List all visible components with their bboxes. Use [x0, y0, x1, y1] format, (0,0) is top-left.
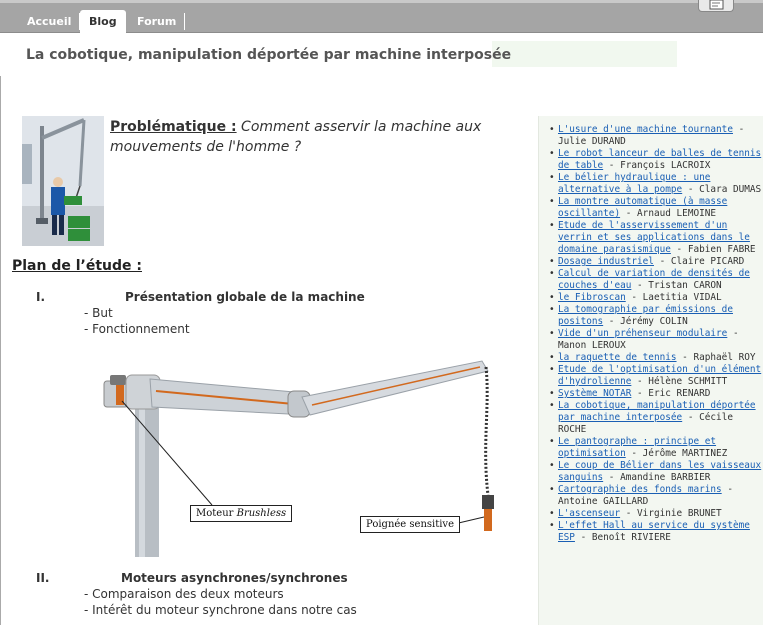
section-item: - Comparaison des deux moteurs [84, 587, 284, 601]
section-item: - But [84, 306, 113, 320]
title-bar [0, 33, 763, 76]
article-link[interactable]: L'ascenseur [558, 508, 621, 519]
article-author: - Arnaud LEMOINE [620, 208, 717, 219]
top-nav-bar [0, 0, 763, 33]
cobot-thumbnail-image [22, 116, 104, 246]
list-item [558, 460, 763, 484]
article-author: - Hélène SCHMITT [631, 376, 728, 387]
article-author: - Jérémy COLIN [603, 316, 688, 327]
article-link[interactable]: Le pantographe : principe et optimisation [558, 436, 717, 459]
list-item [558, 352, 763, 364]
section-number: II. [36, 571, 50, 585]
article-author: - Cécile ROCHE [558, 412, 733, 435]
callout-motor [190, 505, 292, 522]
article-author: - Julie DURAND [558, 124, 745, 147]
article-link[interactable]: Etude de l'optimisation d'un élément d'hydrolienne [558, 364, 762, 387]
edit-icon[interactable] [698, 0, 734, 12]
list-item [558, 388, 763, 400]
tab-accueil[interactable]: Accueil [18, 10, 80, 33]
section-title: Présentation globale de la machine [125, 290, 365, 304]
list-item [558, 196, 763, 220]
list-item [558, 484, 763, 508]
article-link[interactable]: L'effet Hall au service du système ESP [558, 520, 750, 543]
article-link[interactable]: Dosage industriel [558, 256, 654, 267]
article-link[interactable]: Le bélier hydraulique : une alternative à la pompe [558, 172, 711, 195]
list-item [558, 508, 763, 520]
left-border [0, 33, 1, 625]
article-author: - Eric RENARD [631, 388, 711, 399]
problem-label: Problématique : [110, 119, 237, 135]
related-articles-list [558, 124, 763, 544]
article-link[interactable]: Vide d'un préhenseur modulaire [558, 328, 728, 339]
article-link[interactable]: la raquette de tennis [558, 352, 677, 363]
callout-motor-prefix: Moteur [196, 508, 237, 519]
list-item [558, 256, 763, 268]
tab-blog[interactable]: Blog [80, 10, 126, 33]
page-title: La cobotique, manipulation déportée par machine interposée [26, 47, 512, 63]
article-link[interactable]: La montre automatique (à masse oscillante) [558, 196, 728, 219]
article-link[interactable]: L'usure d'une machine tournante [558, 124, 733, 135]
article-author: - Benoît RIVIERE [574, 532, 671, 543]
article-author: - Raphaël ROY [676, 352, 756, 363]
article-link[interactable]: Système NOTAR [558, 388, 632, 399]
list-item [558, 400, 763, 436]
article-link[interactable]: le Fibroscan [558, 292, 626, 303]
section-item: - Fonctionnement [84, 322, 190, 336]
list-item [558, 220, 763, 256]
article-author: - Jérôme MARTINEZ [625, 448, 728, 459]
article-link[interactable]: Calcul de variation de densités de couches d'eau [558, 268, 750, 291]
article-link[interactable]: Cartographie des fonds marins [558, 484, 722, 495]
section-title: Moteurs asynchrones/synchrones [121, 571, 348, 585]
list-item [558, 124, 763, 148]
title-highlight [492, 41, 677, 67]
list-item [558, 364, 763, 388]
article-link[interactable]: Etude de l'asservissement d'un verrin et ses applications dans le domaine parasismique [558, 220, 750, 255]
article-link[interactable]: Le coup de Bélier dans les vaisseaux sanguins [558, 460, 762, 483]
list-item [558, 292, 763, 304]
tab-forum[interactable]: Forum [128, 10, 185, 33]
article-author: - Laetitia VIDAL [625, 292, 722, 303]
article-author: - Tristan CARON [631, 280, 722, 291]
article-link[interactable]: La cobotique, manipulation déportée par machine interposée [558, 400, 756, 423]
section-item: - Intérêt du moteur synchrone dans notre cas [84, 603, 357, 617]
article-link[interactable]: Le robot lanceur de balles de tennis de table [558, 148, 762, 171]
article-author: - Claire PICARD [653, 256, 745, 267]
article-author: - François LACROIX [603, 160, 711, 171]
top-nav-edge [0, 0, 763, 3]
list-item [558, 436, 763, 460]
section-number: I. [36, 290, 46, 304]
list-item [558, 148, 763, 172]
related-articles-sidebar [538, 116, 763, 625]
list-item [558, 328, 763, 352]
list-item [558, 268, 763, 292]
article-author: - Amandine BARBIER [603, 472, 711, 483]
list-item [558, 520, 763, 544]
list-item [558, 172, 763, 196]
callout-handle: Poignée sensitive [360, 516, 460, 533]
article-author: - Antoine GAILLARD [558, 484, 733, 507]
problem-statement [110, 117, 505, 157]
article-author: - Virginie BRUNET [620, 508, 722, 519]
article-link[interactable]: La tomographie par émissions de positons [558, 304, 733, 327]
list-item [558, 304, 763, 328]
article-author: - Clara DUMAS [682, 184, 762, 195]
callout-motor-italic: Brushless [236, 508, 287, 519]
problem-question: Comment asservir la machine aux mouvements de l'homme ? [110, 119, 482, 155]
article-author: - Fabien FABRE [670, 244, 756, 255]
article-author: - Manon LEROUX [558, 328, 739, 351]
plan-heading: Plan de l’étude : [12, 258, 142, 274]
